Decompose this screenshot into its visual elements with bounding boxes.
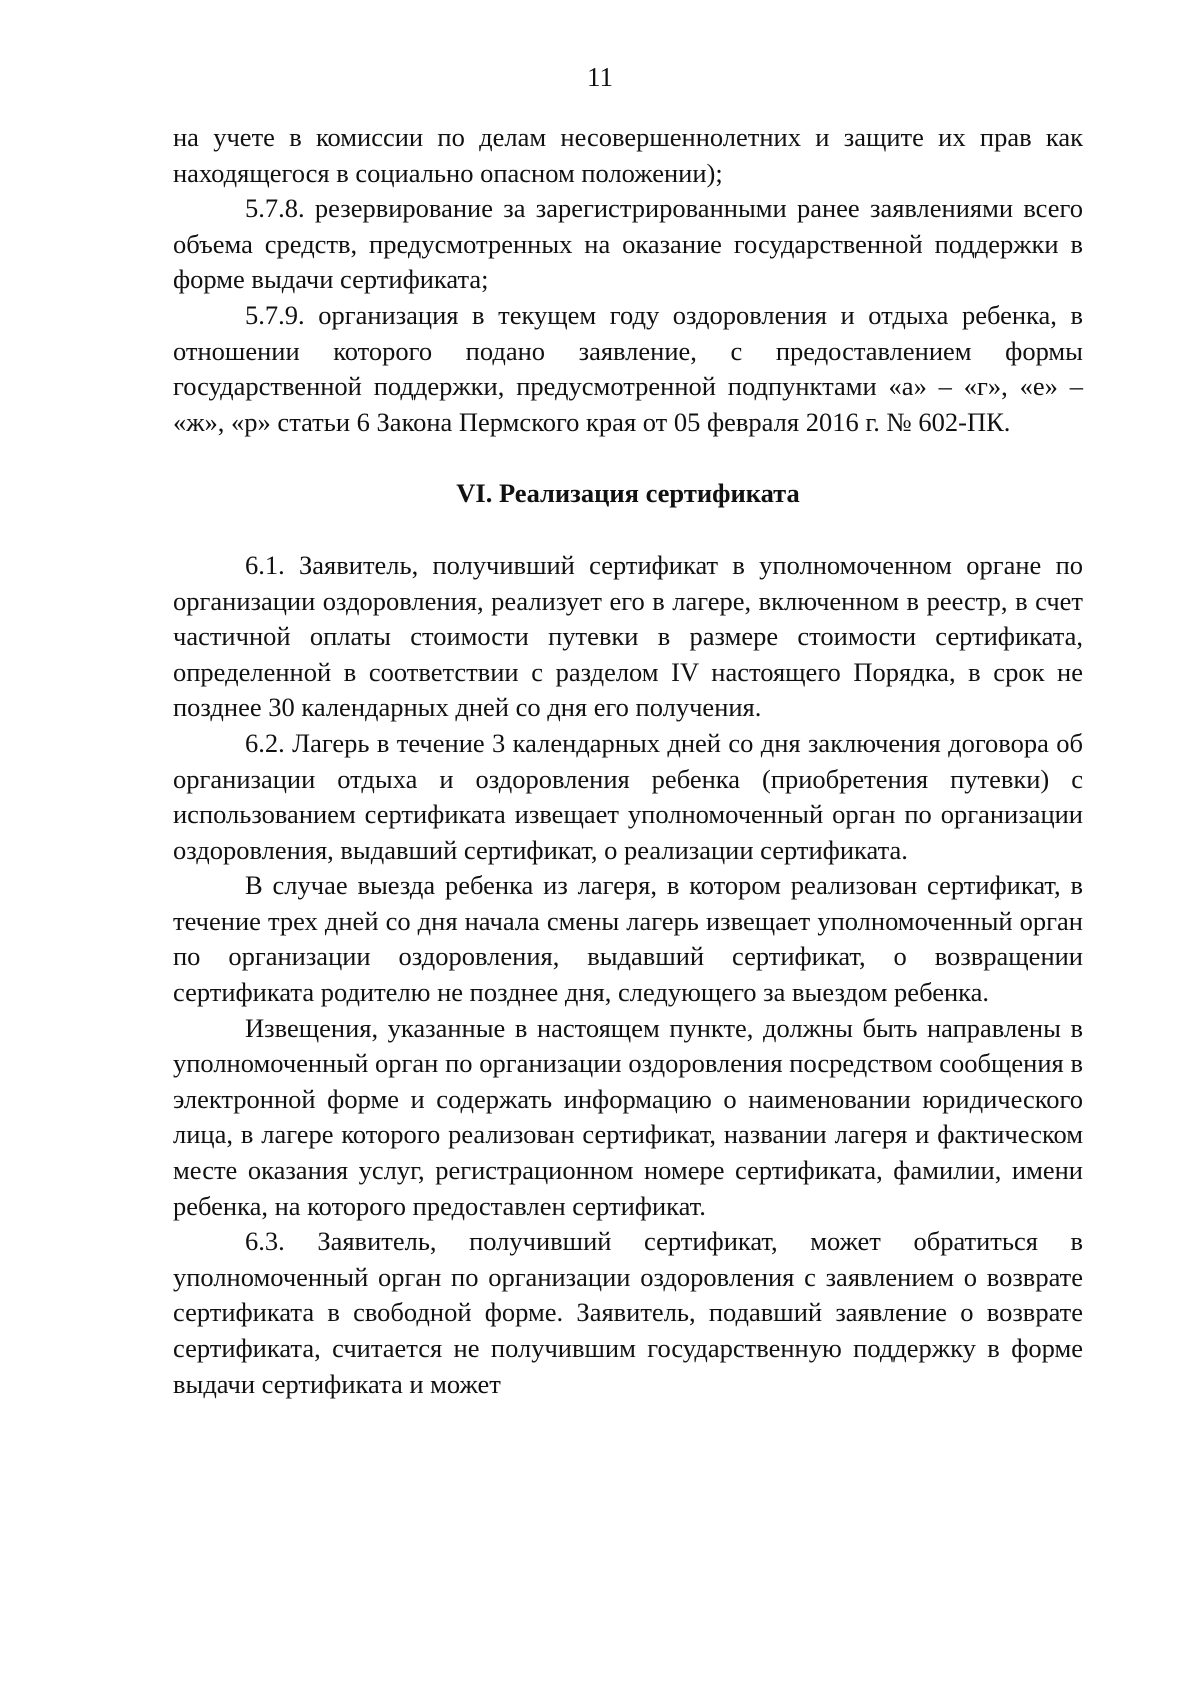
paragraph: 5.7.8. резервирование за зарегистрированными ранее заявлениями всего объема средств, предусмотренных на оказание государственной поддержки в форме выдачи сертификата; (173, 193, 1083, 295)
paragraph: В случае выезда ребенка из лагеря, в котором реализован сертификат, в течение трех дней со дня начала смены лагерь извещает уполномоченный орган по организации оздоровления, выдавший сертификат, о возвращении сертификата родителю не позднее дня, следующего за выездом ребенка. (173, 870, 1083, 1008)
paragraph: 6.2. Лагерь в течение 3 календарных дней со дня заключения договора об организации отдыха и оздоровления ребенка (приобретения путевки) с использованием сертификата извещает уполномоченный орган по организации оздоровления, выдавший сертификат, о реализации сертификата. (173, 727, 1083, 865)
paragraphs-after (173, 548, 1083, 1402)
paragraph: на учете в комиссии по делам несовершеннолетних и защите их прав как находящегося в социально опасном положении); (173, 122, 1083, 188)
section-title: VI. Реализация сертификата (456, 478, 800, 509)
paragraph: 6.3. Заявитель, получивший сертификат, может обратиться в уполномоченный орган по организации оздоровления с заявлением о возврате сертификата в свободной форме. Заявитель, подавший заявление о возврате сертификата, считается не получившим государственную поддержку в форме выдачи сертификата и может (173, 1226, 1083, 1399)
page-number: 11 (587, 62, 613, 92)
paragraph: Извещения, указанные в настоящем пункте, должны быть направлены в уполномоченный орган по организации оздоровления посредством сообщения в электронной форме и содержать информацию о наименовании юридического лица, в лагере которого реализован сертификат, названии лагеря и фактическом месте оказания услуг, регистрационном номере сертификата, фамилии, имени ребенка, на которого предоставлен сертификат. (173, 1012, 1083, 1221)
paragraphs-before (173, 120, 1083, 440)
paragraph: 6.1. Заявитель, получивший сертификат в уполномоченном органе по организации оздоровления, реализует его в лагере, включенном в реестр, в счет частичной оплаты стоимости путевки в размере стоимости сертификата, определенной в соответствии с разделом IV настоящего Порядка, в срок не позднее 30 календарных дней со дня его получения. (173, 549, 1083, 723)
document-body (173, 120, 1083, 1402)
paragraph: 5.7.9. организация в текущем году оздоровления и отдыха ребенка, в отношении которого подано заявление, с предоставлением формы государственной поддержки, предусмотренной подпунктами «а» – «г», «е» – «ж», «р» статьи 6 Закона Пермского края от 05 февраля 2016 г. № 602-ПК. (173, 299, 1083, 437)
